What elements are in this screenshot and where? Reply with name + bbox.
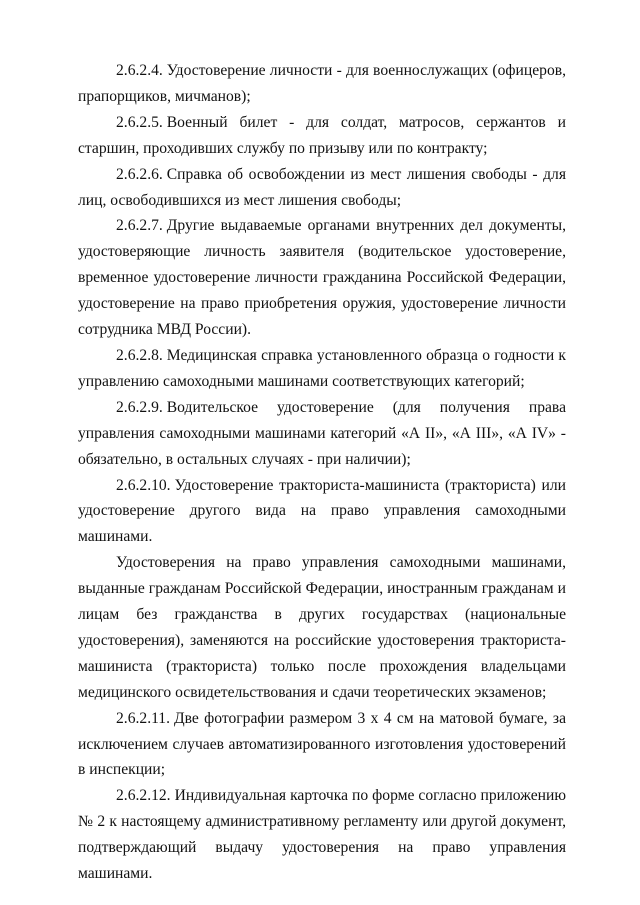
clause-text: Другие выдаваемые органами внутренних дел документы, удостоверяющие личность заявителя (водительское удостоверение, временное удостоверение личности гражданина Российской Федерации, удостоверение на право приобретения оружия, удостоверение личности сотрудника МВД России). xyxy=(78,217,566,339)
paragraph-2-6-2-8 xyxy=(78,343,566,395)
clause-number: 2.6.2.6. xyxy=(116,165,163,183)
paragraph-national-licenses xyxy=(78,550,566,705)
clause-number: 2.6.2.4. xyxy=(116,62,163,79)
paragraph-2-6-2-11 xyxy=(78,706,566,784)
clause-number: 2.6.2.12. xyxy=(116,787,171,805)
clause-text: Удостоверение личности - для военнослужащих (офицеров, прапорщиков, мичманов); xyxy=(78,62,566,105)
clause-text: Удостоверения на право управления самоходными машинами, выданные гражданам Российской Федерации, иностранным гражданам и лицам без гражданства в других государствах (национальные удостоверения), заменяются на российские удостоверения тракториста-машиниста (тракториста) только после прохождения владельцами медицинского освидетельствования и сдачи теоретических экзаменов; xyxy=(78,554,566,701)
clause-text: Две фотографии размером 3 х 4 см на матовой бумаге, за исключением случаев автоматизированного изготовления удостоверений в инспекции; xyxy=(78,709,566,779)
paragraph-2-6-2-7 xyxy=(78,213,566,343)
paragraph-2-6-2-9 xyxy=(78,395,566,473)
clause-text: Водительское удостоверение (для получения права управления самоходными машинами категорий «А II», «А III», «А IV» - обязательно, в остальных случаях - при наличии); xyxy=(78,398,566,468)
clause-text: Индивидуальная карточка по форме согласно приложению № 2 к настоящему административному регламенту или другой документ, подтверждающий выдачу удостоверения на право управления машинами. xyxy=(78,787,566,883)
clause-number: 2.6.2.5. xyxy=(116,113,163,131)
paragraph-2-6-2-6 xyxy=(78,162,566,214)
clause-number: 2.6.2.9. xyxy=(116,398,163,416)
paragraph-2-6-2-12 xyxy=(78,783,566,887)
clause-number: 2.6.2.11. xyxy=(116,709,170,727)
clause-text: Военный билет - для солдат, матросов, сержантов и старшин, проходивших службу по призыву или по контракту; xyxy=(78,113,566,157)
clause-number: 2.6.2.7. xyxy=(116,217,163,235)
paragraph-2-6-2-4 xyxy=(78,58,566,110)
document-page xyxy=(78,58,566,887)
paragraph-2-6-2-10 xyxy=(78,473,566,551)
clause-text: Справка об освобождении из мест лишения свободы - для лиц, освободившихся из мест лишения свободы; xyxy=(78,165,566,209)
clause-number: 2.6.2.10. xyxy=(116,476,171,494)
paragraph-2-6-2-5 xyxy=(78,110,566,162)
clause-text: Удостоверение тракториста-машиниста (тракториста) или удостоверение другого вида на право управления самоходными машинами. xyxy=(78,476,566,546)
clause-number: 2.6.2.8. xyxy=(116,346,163,364)
clause-text: Медицинская справка установленного образца о годности к управлению самоходными машинами соответствующих категорий; xyxy=(78,346,566,390)
